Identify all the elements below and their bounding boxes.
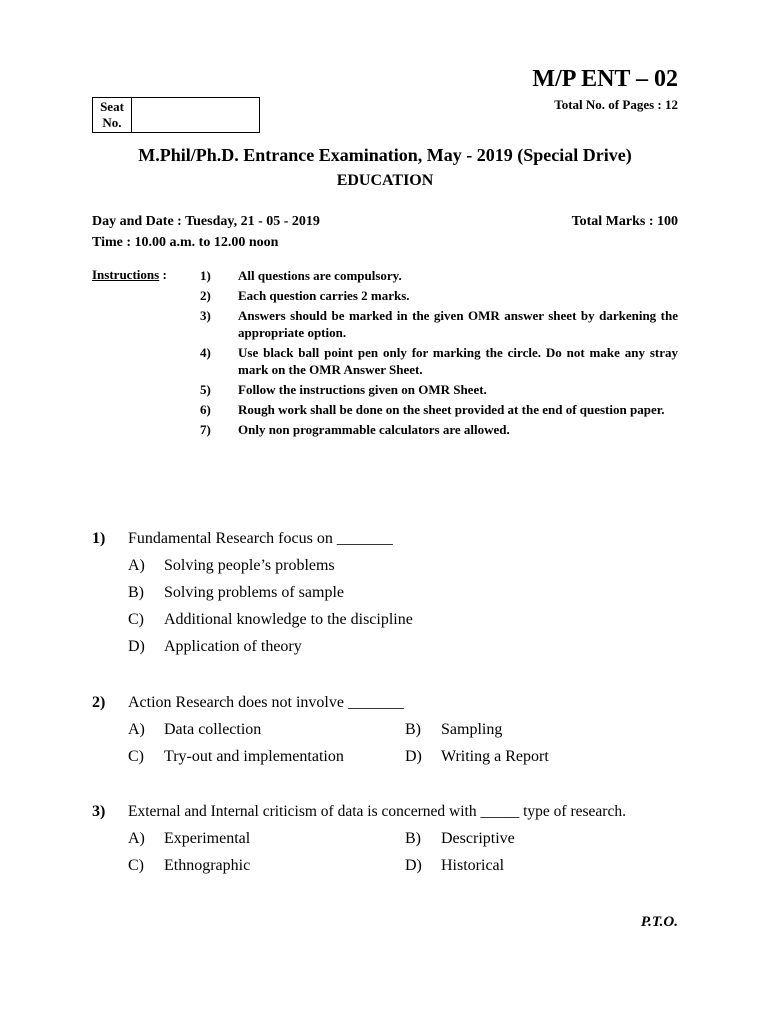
instruction-number: 7) [200,422,211,437]
question-2 [92,694,682,775]
option-text: Application of theory [164,638,302,655]
instructions-heading [92,267,167,283]
instruction-item [200,267,678,284]
option-letter: D) [405,857,422,874]
instruction-item [200,307,678,341]
instructions-colon: : [159,267,167,282]
option-text: Solving problems of sample [164,584,344,601]
option-letter: A) [128,721,145,738]
exam-time: Time : 10.00 a.m. to 12.00 noon [92,235,279,250]
paper-code: M/P ENT – 02 [532,66,678,92]
option-b [405,830,682,857]
option-letter: C) [128,748,144,765]
option-a [128,557,335,584]
instruction-item [200,421,678,438]
instruction-text: Answers should be marked in the given OMR answer sheet by darkening the appropriate option. [238,308,678,340]
option-text: Experimental [164,830,251,847]
seat-number-box [92,97,260,133]
question-text: External and Internal criticism of data is concerned with _____ type of research. [128,803,626,820]
question-3 [92,803,682,884]
option-letter: B) [128,584,144,601]
total-pages: Total No. of Pages : 12 [554,97,678,112]
question-text: Fundamental Research focus on _______ [128,530,393,547]
option-text: Historical [441,857,505,874]
instruction-text: Follow the instructions given on OMR Sheet. [238,382,487,397]
option-letter: B) [405,721,421,738]
day-and-date: Day and Date : Tuesday, 21 - 05 - 2019 [92,214,320,229]
option-text: Try-out and implementation [164,748,344,765]
instruction-text: Each question carries 2 marks. [238,288,410,303]
option-d [405,857,682,884]
option-letter: D) [405,748,422,765]
instruction-number: 5) [200,382,211,397]
question-1 [92,530,682,665]
instructions-label: Instructions [92,267,160,282]
option-text: Data collection [164,721,262,738]
option-text: Writing a Report [441,748,549,765]
option-letter: A) [128,830,145,847]
instruction-number: 1) [200,268,211,283]
option-b [405,721,682,748]
option-b [128,584,344,611]
instruction-item [200,287,678,304]
option-c [128,857,405,884]
instructions-list [200,267,678,441]
option-c [128,611,413,638]
option-letter: C) [128,857,144,874]
instruction-text: Only non programmable calculators are allowed. [238,422,510,437]
question-number: 1) [92,530,106,547]
option-c [128,748,405,775]
exam-subject: EDUCATION [336,172,434,189]
option-letter: B) [405,830,421,847]
question-number: 3) [92,803,106,820]
option-text: Sampling [441,721,503,738]
instruction-number: 2) [200,288,211,303]
instruction-text: All questions are compulsory. [238,268,402,283]
option-d [128,638,302,665]
option-d [405,748,682,775]
option-a [128,721,405,748]
option-text: Descriptive [441,830,515,847]
instruction-item [200,344,678,378]
option-text: Solving people’s problems [164,557,335,574]
question-text: Action Research does not involve _______ [128,694,404,711]
please-turn-over: P.T.O. [640,914,678,930]
instruction-number: 4) [200,345,211,360]
question-number: 2) [92,694,106,711]
seat-label: Seat No. [93,98,132,132]
option-letter: A) [128,557,145,574]
instruction-item [200,381,678,398]
instruction-item [200,401,678,418]
option-letter: C) [128,611,144,628]
option-text: Ethnographic [164,857,251,874]
seat-number-field [132,98,259,132]
instruction-number: 6) [200,402,211,417]
option-a [128,830,405,857]
instruction-number: 3) [200,308,211,323]
instruction-text: Use black ball point pen only for marking the circle. Do not make any stray mark on the OMR Answer Sheet. [238,345,678,377]
option-letter: D) [128,638,145,655]
exam-title: M.Phil/Ph.D. Entrance Examination, May - 2019 (Special Drive) [138,145,632,165]
instruction-text: Rough work shall be done on the sheet provided at the end of question paper. [238,402,665,417]
option-text: Additional knowledge to the discipline [164,611,413,628]
total-marks: Total Marks : 100 [571,214,678,229]
